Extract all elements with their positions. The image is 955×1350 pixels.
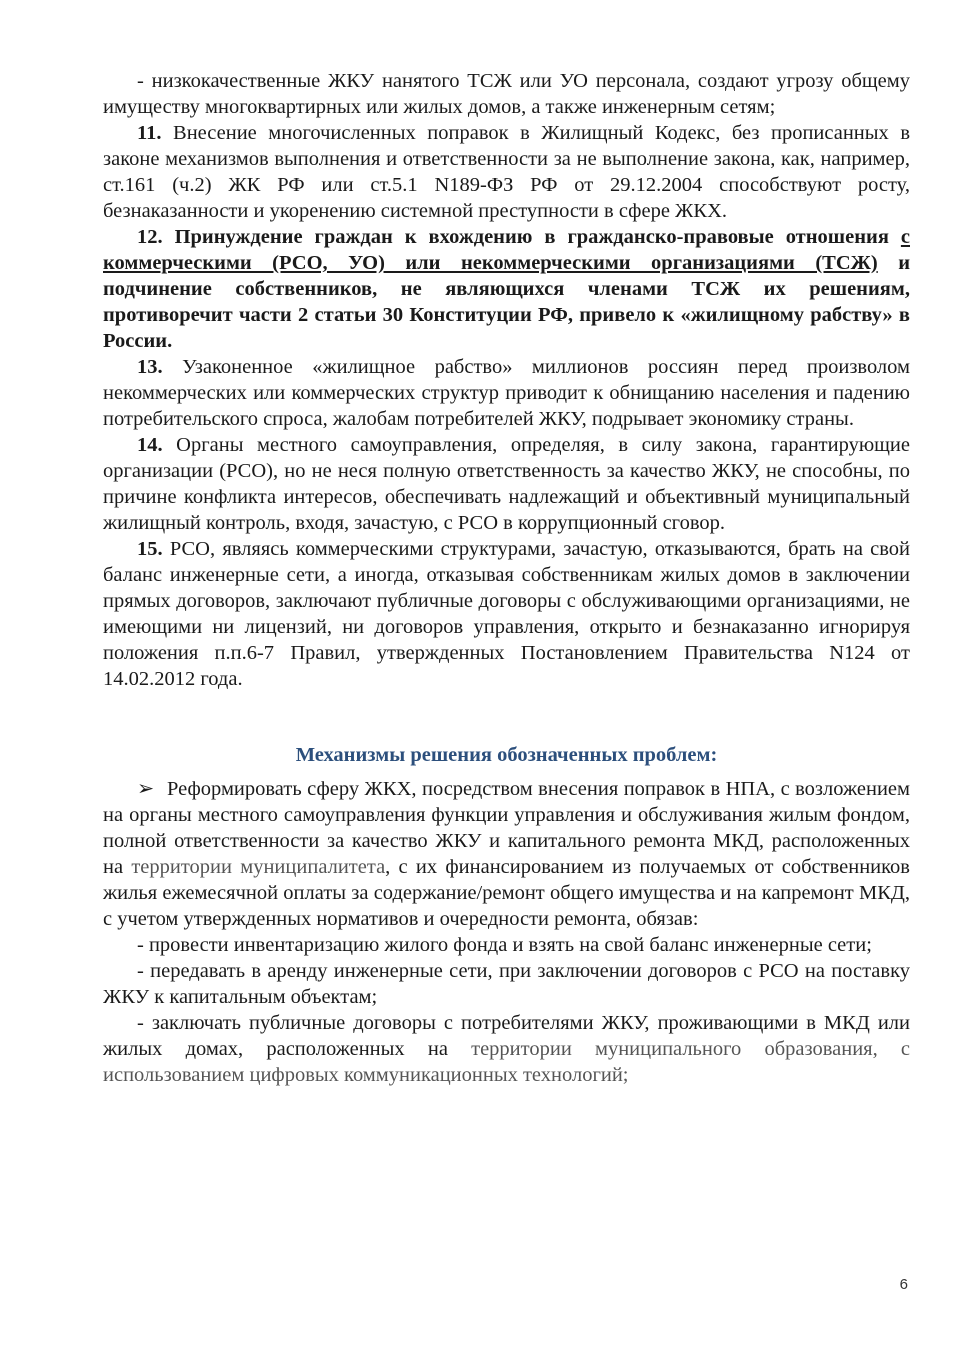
item-number: 15. [137, 538, 163, 560]
dash-item-low-quality: - низкокачественные ЖКУ нанятого ТСЖ или УО персонала, создают угрозу общему имуществу многоквартирных или жилых домов, а также инженерным сетям; [103, 70, 910, 118]
item-text: РСО, являясь коммерческими структурами, зачастую, отказываются, брать на свой баланс инженерные сети, а иногда, отказывая собственникам жилых домов в заключении прямых договоров, заключают публичные договоры с обслуживающими организациями, не имеющими ни лицензий, ни договоров управления, открыто и безнаказанно игнорируя положения п.п.6-7 Правил, утвержденных Постановлением Правительства N124 от 14.02.2012 года. [103, 538, 910, 690]
dash-item-public-contracts [103, 1010, 910, 1088]
item-text: Органы местного самоуправления, определяя, в силу закона, гарантирующие организации (РСО), но не неся полную ответственность за качество ЖКУ, не способны, по причине конфликта интересов, обеспечивать надлежащий и объективный муниципальный жилищный контроль, входя, зачастую, с РСО в коррупционный сговор. [103, 434, 910, 534]
item-number: 13. [137, 356, 163, 378]
numbered-item-12 [103, 224, 910, 354]
item-number: 12. [137, 226, 163, 248]
item-text-part1: Принуждение граждан к вхождению в гражданско-правовые отношения [162, 226, 901, 248]
page-number: 6 [899, 1276, 908, 1293]
item-number: 14. [137, 434, 163, 456]
item-text-underlined: с коммерческими (РСО, УО) или некоммерческими организациями (ТСЖ) [103, 226, 910, 274]
item-text: Внесение многочисленных поправок в Жилищный Кодекс, без прописанных в законе механизмов выполнения и ответственности за не выполнение закона, как, например, ст.161 (ч.2) ЖК РФ или ст.5.1 N189-ФЗ РФ от 29.12.2004 способствуют росту, безнаказанности и укоренению системной преступности в сфере ЖКХ. [103, 122, 910, 222]
dash-text-part1: - заключать публичные договоры с потребителями ЖКУ, проживающими в МКД или жилых домах, расположенных на [103, 1012, 910, 1060]
arrow-bullet-icon: ➢ [137, 778, 155, 800]
item-number: 11. [137, 122, 162, 144]
section-heading: Механизмы решения обозначенных проблем: [295, 744, 718, 766]
bullet-reform [103, 776, 910, 932]
dash-item-inventory: - провести инвентаризацию жилого фонда и взять на свой баланс инженерные сети; [137, 934, 872, 956]
numbered-item-13 [103, 354, 910, 432]
bullet-text-part1: Реформировать сферу ЖКХ, посредством внесения поправок в НПА, с возложением на органы местного самоуправления функции управления и обслуживания жилым фондом, полной ответственности за качество ЖКУ и капитального ремонта МКД, расположенных на [103, 778, 910, 878]
item-text: Узаконенное «жилищное рабство» миллионов россиян перед произволом некоммерческих или коммерческих структур приводит к обнищанию населения и падению потребительского спроса, жалобам потребителей ЖКУ, подрывает экономику страны. [103, 356, 910, 430]
dash-item-lease: - передавать в аренду инженерные сети, при заключении договоров с РСО на поставку ЖКУ к капитальным объектам; [103, 960, 910, 1008]
page-content [103, 68, 910, 1088]
dash-text-gray: территории муниципального образования, с использованием цифровых коммуникационных технологий; [103, 1038, 910, 1086]
numbered-item-15 [103, 536, 910, 692]
numbered-item-11 [103, 120, 910, 224]
bullet-text-part2: , с их финансированием из получаемых от собственников жилья ежемесячной оплаты за содержание/ремонт общего имущества и на капремонт МКД, с учетом утвержденных нормативов и очередности ремонта, обязав: [103, 856, 910, 930]
numbered-item-14 [103, 432, 910, 536]
item-text-part2: и подчинение собственников, не являющихся членами ТСЖ их решениям, противоречит части 2 статьи 30 Конституции РФ, привело к «жилищному рабству» в России. [103, 252, 911, 352]
bullet-text-gray: территории муниципалитета [131, 856, 386, 878]
